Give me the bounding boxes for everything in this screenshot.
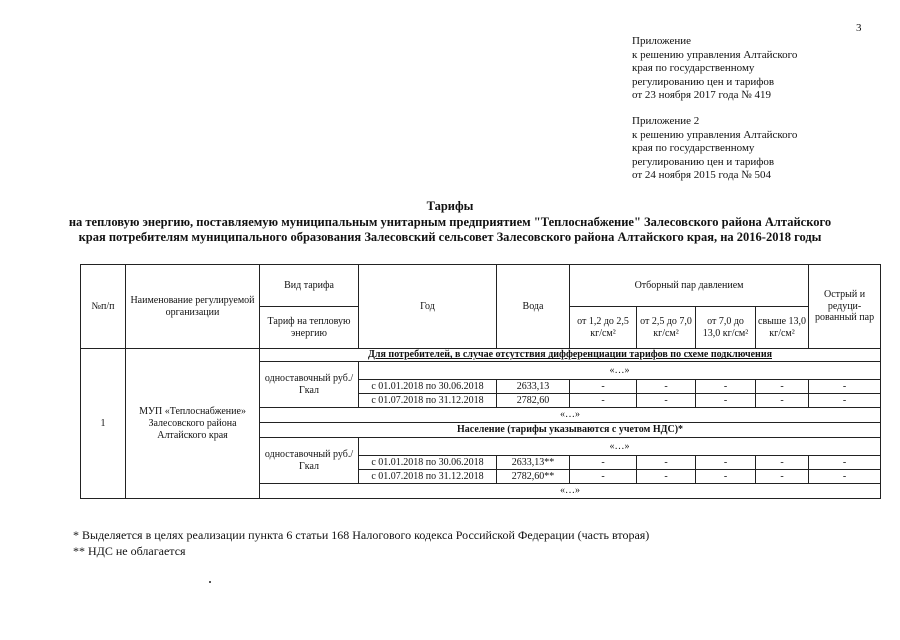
appendix-1-line: края по государственному — [632, 62, 755, 74]
footnote-1: * Выделяется в целях реализации пункта 6 статьи 168 Налогового кодекса Российской Федерации (часть вторая) — [73, 528, 650, 542]
appendix-1-line: регулированию цен и тарифов — [632, 75, 775, 88]
header-water: Вода — [497, 265, 570, 349]
water-cell: 2633,13 — [497, 380, 570, 394]
p4-cell: - — [756, 470, 809, 484]
footnote-2: ** НДС не облагается — [73, 543, 186, 558]
header-steam: Отборный пар давлением — [570, 265, 809, 307]
period-cell: с 01.01.2018 по 30.06.2018 — [359, 380, 497, 394]
p2-cell: - — [637, 470, 696, 484]
header-year: Год — [359, 265, 497, 349]
p4-cell: - — [756, 456, 809, 470]
header-tariff-type: Вид тарифа — [260, 265, 359, 307]
appendix-1-line: Приложение — [632, 35, 692, 47]
tariff-table — [80, 264, 881, 499]
appendix-2-line: регулированию цен и тарифов — [632, 155, 775, 168]
row-number: 1 — [81, 349, 126, 499]
p2-cell: - — [637, 394, 696, 408]
section-2-ellipsis: «…» — [359, 438, 881, 456]
appendix-2-line: к решению управления Алтайского — [632, 128, 798, 141]
header-p1: от 1,2 до 2,5 кг/см² — [570, 307, 637, 349]
p4-cell: - — [756, 394, 809, 408]
title-line-2: края потребителям муниципального образования Залесовский сельсовет Залесовского района Алтайского края, на 2016-2018 годы — [78, 230, 822, 244]
p3-cell: - — [696, 394, 756, 408]
header-p3: от 7,0 до 13,0 кг/см² — [696, 307, 756, 349]
header-p4: свыше 13,0 кг/см² — [756, 307, 809, 349]
p2-cell: - — [637, 456, 696, 470]
period-cell: с 01.01.2018 по 30.06.2018 — [359, 456, 497, 470]
sharp-cell: - — [809, 380, 881, 394]
appendix-1-line: к решению управления Алтайского — [632, 48, 798, 61]
appendix-2-block — [632, 115, 797, 183]
section-2-title: Население (тарифы указываются с учетом НДС)* — [260, 423, 881, 438]
sharp-cell: - — [809, 456, 881, 470]
water-cell: 2782,60** — [497, 470, 570, 484]
p3-cell: - — [696, 470, 756, 484]
section-1-after: «…» — [260, 408, 881, 423]
org-name: МУП «Теплоснабжение» Залесовского района Алтайского края — [126, 349, 260, 499]
appendix-2-line: края по государственному — [632, 142, 755, 154]
header-sharp-steam: Острый и редуци-рованный пар — [809, 265, 881, 349]
sharp-cell: - — [809, 470, 881, 484]
period-cell: с 01.07.2018 по 31.12.2018 — [359, 394, 497, 408]
p2-cell: - — [637, 380, 696, 394]
p1-cell: - — [570, 380, 637, 394]
p1-cell: - — [570, 470, 637, 484]
document-title — [0, 199, 900, 246]
section-2-after: «…» — [260, 484, 881, 499]
water-cell: 2633,13** — [497, 456, 570, 470]
page-number: 3 — [856, 22, 862, 34]
section-1-title-row — [81, 349, 881, 362]
p3-cell: - — [696, 380, 756, 394]
p1-cell: - — [570, 456, 637, 470]
footnotes — [73, 528, 649, 559]
title-heading: Тарифы — [426, 199, 474, 213]
header-org: Наименование регулируемой организации — [126, 265, 260, 349]
scan-speck — [209, 581, 211, 583]
section-1-rate-label: одноставочный руб./Гкал — [260, 362, 359, 408]
period-cell: с 01.07.2018 по 31.12.2018 — [359, 470, 497, 484]
water-cell: 2782,60 — [497, 394, 570, 408]
appendix-1-line: от 23 ноября 2017 года № 419 — [632, 89, 771, 101]
appendix-2-line: от 24 ноября 2015 года № 504 — [632, 169, 771, 181]
p4-cell: - — [756, 380, 809, 394]
sharp-cell: - — [809, 394, 881, 408]
appendix-1-block — [632, 35, 797, 103]
header-row-1 — [81, 265, 881, 307]
section-1-ellipsis: «…» — [359, 362, 881, 380]
header-tariff-sub: Тариф на тепловую энергию — [260, 307, 359, 349]
p1-cell: - — [570, 394, 637, 408]
p3-cell: - — [696, 456, 756, 470]
appendix-2-line: Приложение 2 — [632, 115, 700, 127]
header-p2: от 2,5 до 7,0 кг/см² — [637, 307, 696, 349]
header-num: №п/п — [81, 265, 126, 349]
title-line-1: на тепловую энергию, поставляемую муниципальным унитарным предприятием "Теплоснабжение" Залесовского района Алтайского — [68, 214, 832, 229]
section-2-rate-label: одноставочный руб./Гкал — [260, 438, 359, 484]
section-1-title: Для потребителей, в случае отсутствия дифференциации тарифов по схеме подключения — [260, 349, 881, 362]
